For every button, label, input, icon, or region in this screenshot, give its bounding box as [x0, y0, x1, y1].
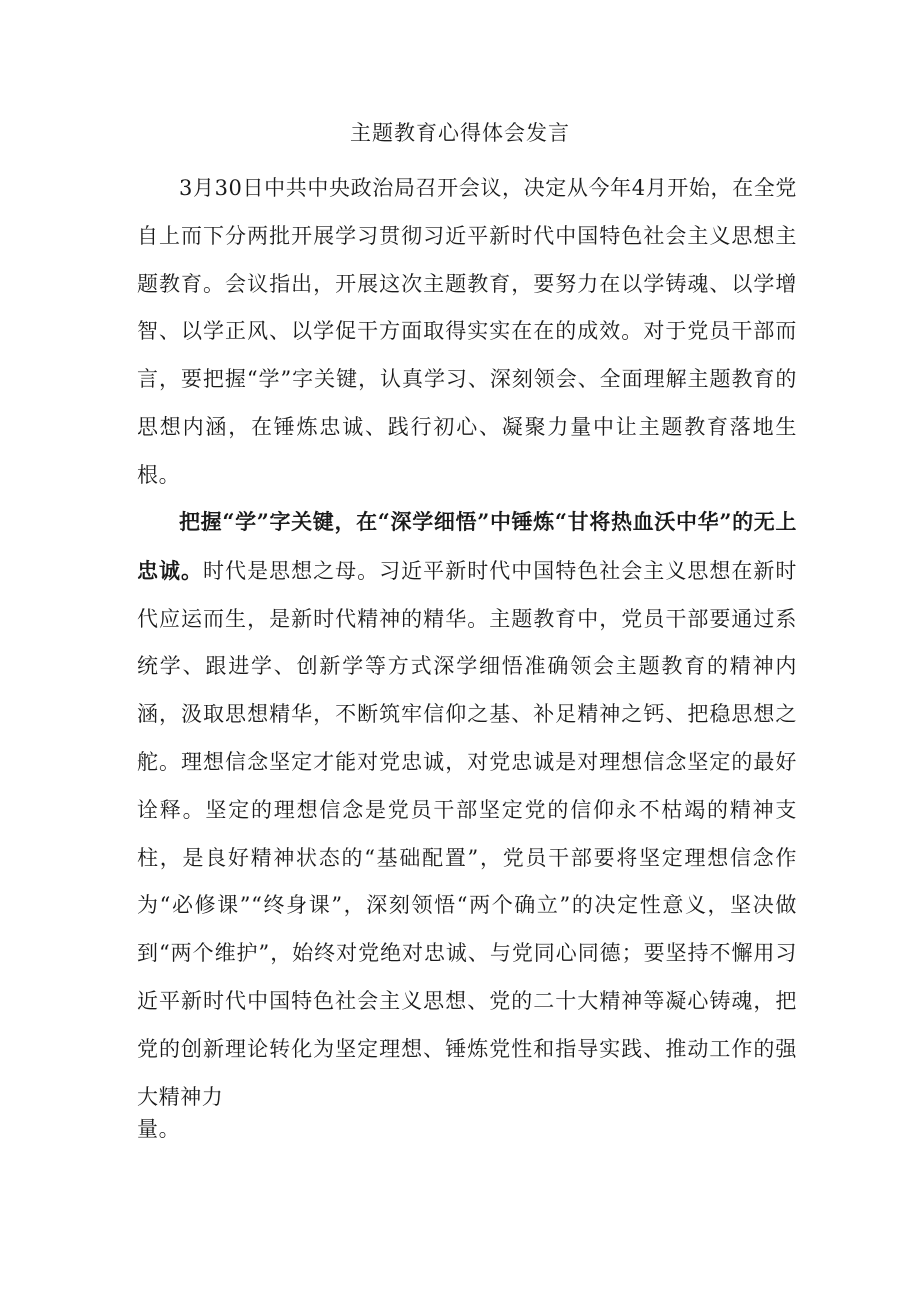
paragraph-loyalty	[137, 498, 797, 1121]
paragraph-body-text: 时代是思想之母。习近平新时代中国特色社会主义思想在新时代应运而生，是新时代精神的精华。主题教育中，党员干部要通过系统学、跟进学、创新学等方式深学细悟准确领会主题教育的精神内涵，汲取思想精华，不断筑牢信仰之基、补足精神之钙、把稳思想之舵。理想信念坚定才能对党忠诚，对党忠诚是对理想信念坚定的最好诠释。坚定的理想信念是党员干部坚定党的信仰永不枯竭的精神支柱，是良好精神状态的“基础配置”，党员干部要将坚定理想信念作为“必修课”“终身课”，深刻领悟“两个确立”的决定性意义，坚决做到“两个维护”，始终对党绝对忠诚、与党同心同德；要坚持不懈用习近平新时代中国特色社会主义思想、党的二十大精神等凝心铸魂，把党的创新理论转化为坚定理想、锤炼党性和指导实践、推动工作的强大精神力	[137, 558, 797, 1109]
document-title: 主题教育心得体会发言	[350, 121, 570, 145]
trailing-fragment: 量。	[137, 1117, 181, 1141]
paragraph-lead-heading: 把握“学”字关键，在“深学细悟”中锤炼“甘将热血沃中华”的无上忠诚。	[137, 509, 797, 583]
paragraph-intro: 3月30日中共中央政治局召开会议，决定从今年4月开始，在全党自上而下分两批开展学习贯彻习近平新时代中国特色社会主义思想主题教育。会议指出，开展这次主题教育，要努力在以学铸魂、以学增智、以学正风、以学促干方面取得实实在在的成效。对于党员干部而言，要把握“学”字关键，认真学习、深刻领会、全面理解主题教育的思想内涵，在锤炼忠诚、践行初心、凝聚力量中让主题教育落地生根。	[137, 176, 797, 487]
